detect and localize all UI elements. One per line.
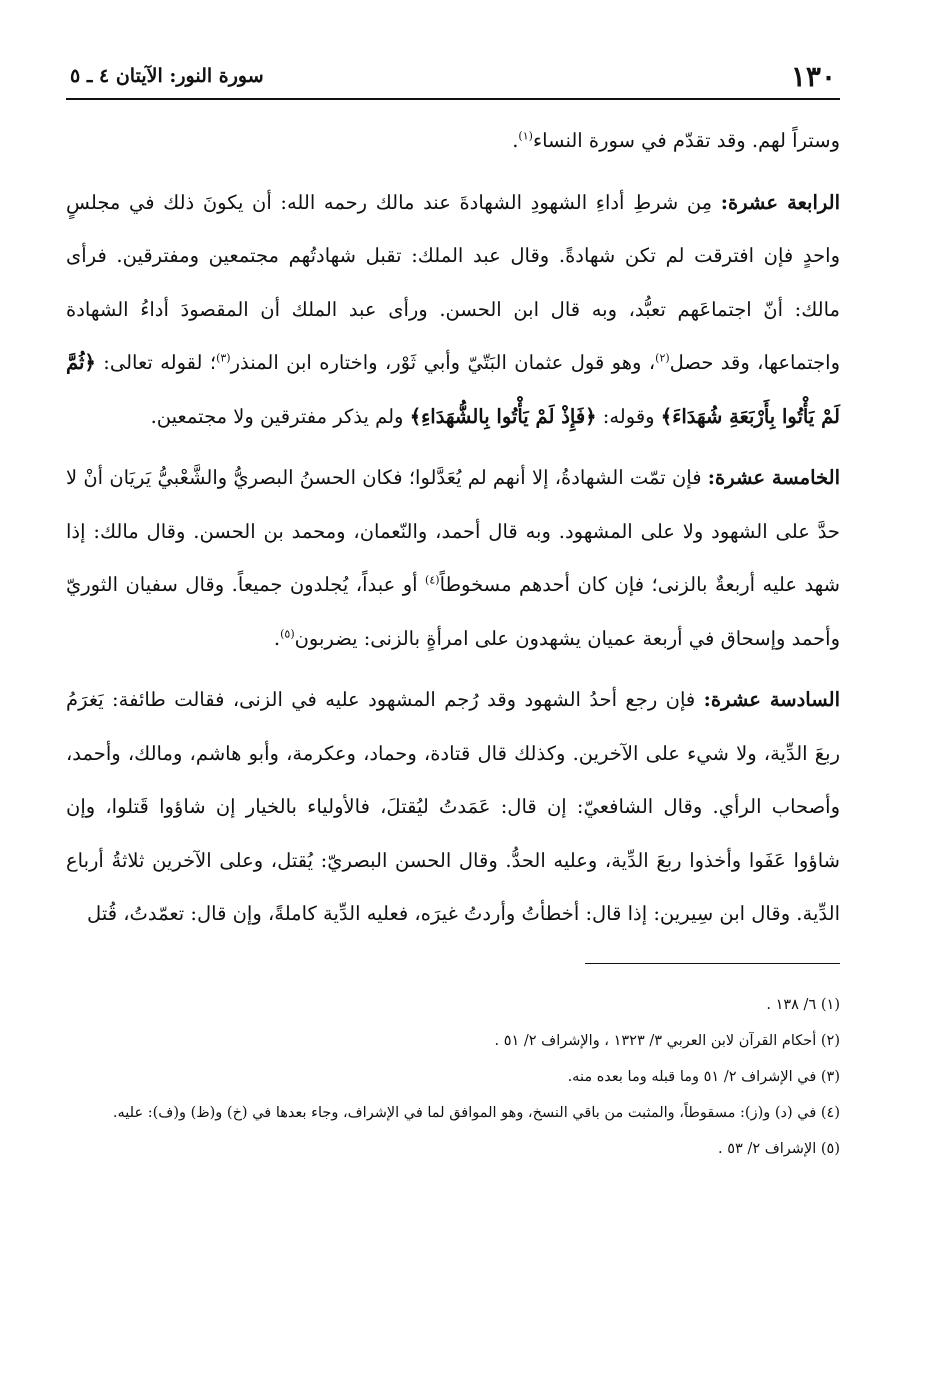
footnote-ref: (٥) [280,627,295,640]
paragraph-issue-16 [66,673,840,941]
header-rule [66,98,840,100]
paragraph-text: . [512,129,519,152]
paragraph-text: وقوله: [602,404,655,428]
footnote-ref: (٢) [655,351,670,365]
footnote-separator [585,963,840,964]
footnote: (٤) في (د) و(ز): مسقوطاً، والمثبت من باقي النسخ، وهو الموافق لما في الإشراف، وجاء بعدها في (خ) و(ظ) و(ف): عليه. [112,1104,840,1121]
quran-verse: ﴿ثُمَّ لَمْ يَأْتُوا بِأَرْبَعَةِ شُهَدَاءَ﴾ [66,351,840,428]
paragraph-text: مِن شرطِ أداءِ الشهودِ الشهادةَ عند مالك رحمه الله: أن يكونَ ذلك في مجلسٍ واحدٍ فإن افترقت لم تكن شهادةً. وقال عبد الملك: تقبل شهادتُهم مجتمعين ومفترقين. فرأى مالك: أنّ اجتماعَهم تعبُّد، وبه قال ابن الحسن. ورأى عبد الملك أن المقصودَ أداءُ الشهادة واجتماعها، وقد حصل [66,190,840,374]
paragraph-issue-14 [66,176,840,444]
paragraph-text: فإن رجع أحدُ الشهود وقد رُجم المشهود عليه في الزنى، فقالت طائفة: يَغرَمُ ربعَ الدِّية، ولا شيء على الآخرين. وكذلك قال قتادة، وحماد، وعكرمة، وأبو هاشم، ومالك، وأحمد، وأصحاب الرأي. وقال الشافعيّ: إن قال: عَمَدتُ ليُقتلَ، فالأولياء بالخيار إن شاؤوا قَتلوا، وإن شاؤوا عَفَوا وأخذوا ربعَ الدِّية، وعليه الحدُّ. وقال الحسن البصريّ: يُقتل، وعلى الآخرين ثلاثةُ أرباع الدِّية. وقال ابن سِيرين: إذا قال: أخطأتُ وأردتُ غيرَه، فعليه الدِّية كاملةً، وإن قال: تعمّدتُ، قُتل [66,688,840,925]
book-page [66,56,840,1356]
paragraph-text: . [273,626,281,650]
footnote-ref: (٣) [216,351,231,365]
page-header [66,56,840,96]
footnote: (٣) في الإشراف ٢/ ٥١ وما قبله وما بعده منه. [567,1068,840,1085]
paragraph-text: ولم يذكر مفترقين ولا مجتمعين. [150,404,404,428]
footnotes [66,990,840,1164]
paragraph-text: فإن تمّت الشهادةُ، إلا أنهم لم يُعَدَّلوا؛ فكان الحسنُ البصريُّ والشَّعْبيُّ يَريَان أنْ لا حدَّ على الشهود ولا على المشهود. وبه قال أحمد، والنّعمان، ومحمد بن الحسن. وقال مالك: إذا شهد عليه أربعةٌ بالزنى؛ فإن كان أحدهم مسخوطاً [66,466,841,596]
main-text [66,114,840,941]
paragraph-text: ، وهو قول عثمان البَتّيّ وأبي ثَوْر، واختاره ابن المنذر [230,351,656,374]
running-title: سورة النور: الآيتان ٤ ـ ٥ [70,65,264,87]
issue-heading: الخامسة عشرة: [707,466,840,489]
paragraph-text: أو عبداً، يُجلدون جميعاً. وقال سفيان الثوريّ وأحمد وإسحاق في أربعة عميان يشهدون على امرأةٍ بالزنى: يضربون [66,573,840,650]
paragraph-issue-15 [66,451,840,665]
issue-heading: السادسة عشرة: [703,688,840,711]
footnote: (١) ٦/ ١٣٨ . [766,996,840,1013]
paragraph-text: وستراً لهم. وقد تقدّم في سورة النساء [532,129,840,152]
footnote: (٢) أحكام القرآن لابن العربي ٣/ ١٣٢٣ ، والإشراف ٢/ ٥١ . [494,1032,840,1049]
footnote-ref: (٤) [425,573,440,587]
paragraph-text: ؛ لقوله تعالى: [103,351,217,374]
quran-verse: ﴿فَإِذْ لَمْ يَأْتُوا بِالشُّهَدَاءِ﴾ [409,404,597,428]
paragraph-intro [66,114,840,168]
page-number: ١٣٠ [790,59,836,93]
issue-heading: الرابعة عشرة: [720,190,840,214]
footnote-ref: (١) [518,129,533,143]
footnote: (٥) الإشراف ٢/ ٥٣ . [718,1140,840,1157]
